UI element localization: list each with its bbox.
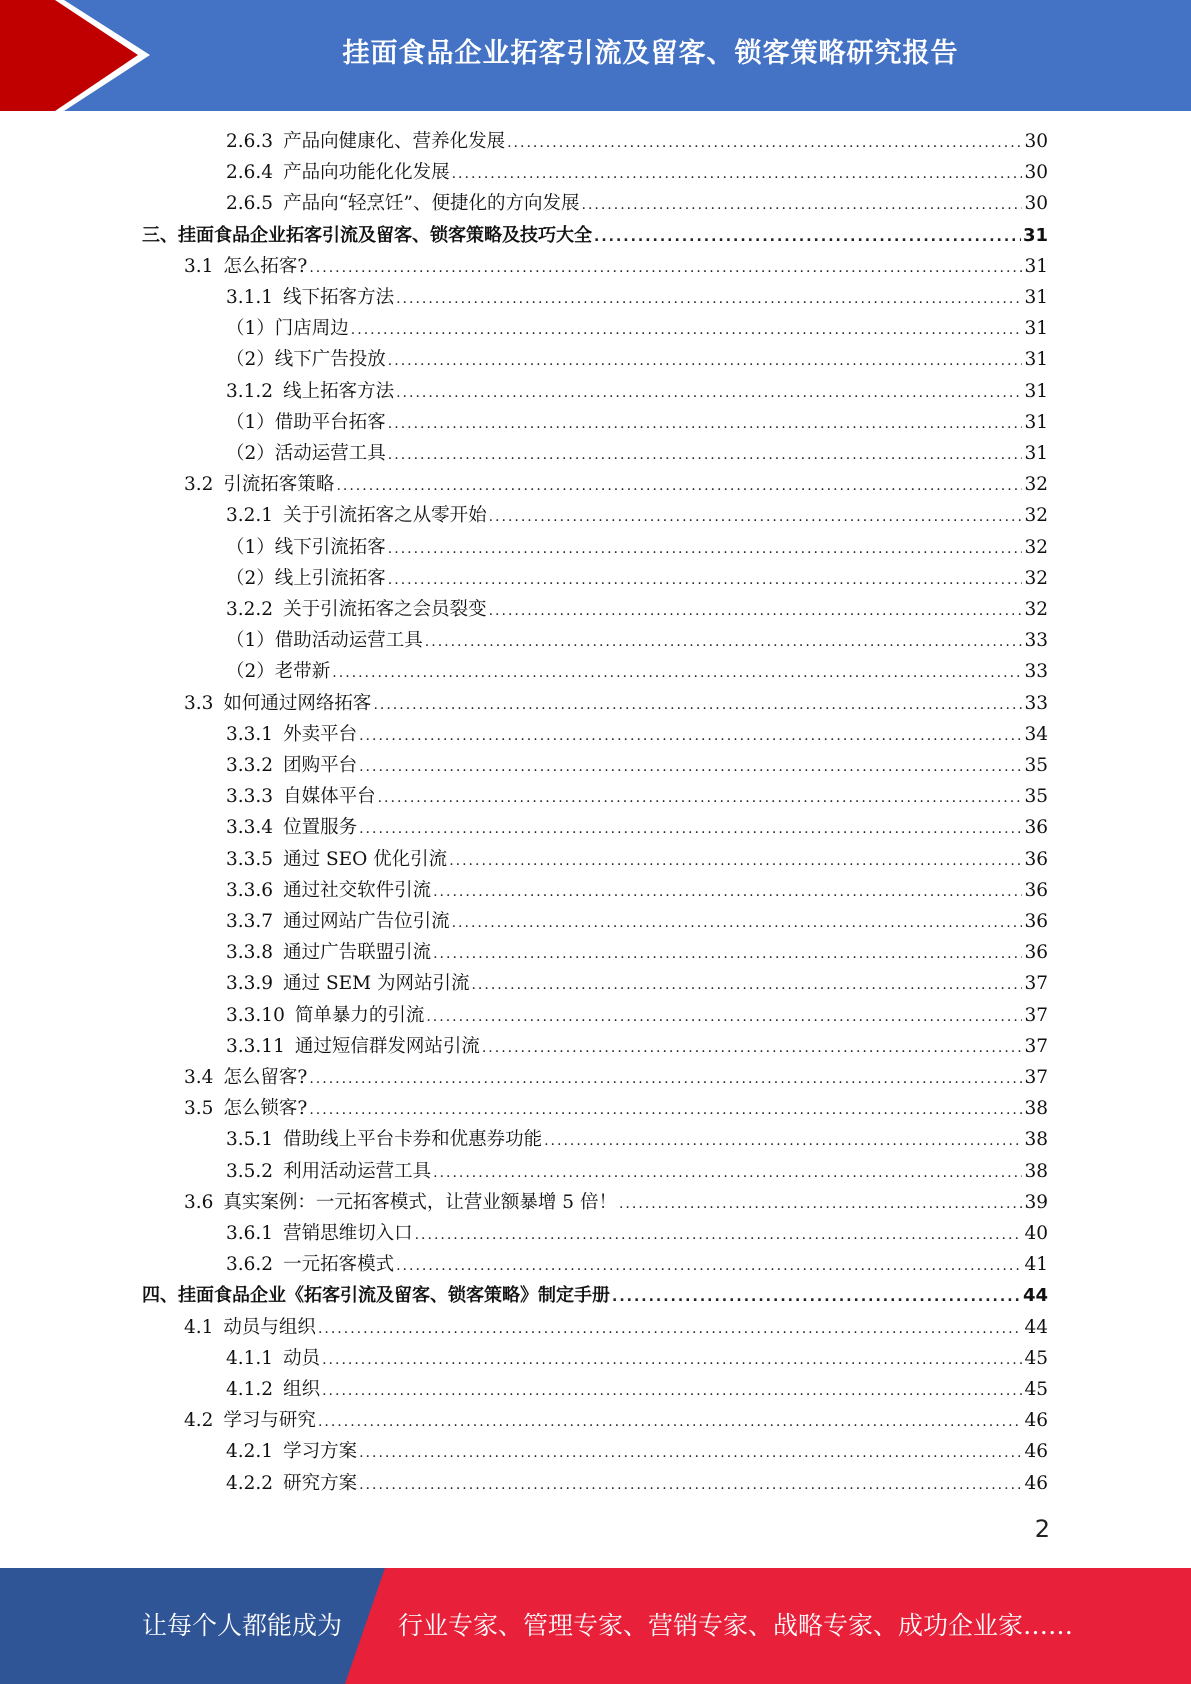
toc-entry-label: 通过 SEO 优化引流: [283, 848, 448, 870]
toc-entry-number: 4.1.1: [226, 1347, 274, 1369]
toc-entry-label: 产品向健康化、营养化发展: [283, 131, 506, 152]
toc-entry[interactable]: [226, 439, 1048, 470]
toc-entry[interactable]: [184, 1313, 1048, 1344]
toc-entry-label: 利用活动运营工具: [283, 1160, 432, 1182]
toc-entry-page: 31: [1024, 318, 1048, 340]
toc-entry-page: 45: [1024, 1347, 1048, 1369]
toc-entry-number: 4.2.2: [226, 1472, 274, 1494]
toc-entry-page: 46: [1024, 1472, 1048, 1494]
toc-entry-number: （2）: [226, 661, 275, 683]
toc-entry-label: 自媒体平台: [283, 786, 376, 808]
toc-entry[interactable]: [184, 1406, 1048, 1437]
toc-entry[interactable]: [226, 1375, 1048, 1406]
page-number: 2: [1034, 1515, 1050, 1543]
page-header: [0, 0, 1191, 111]
toc-entry-page: 37: [1024, 1004, 1048, 1026]
toc-entry-page: 32: [1024, 599, 1048, 620]
toc-dot-leader: [336, 478, 1022, 494]
toc-entry-page: 31: [1024, 255, 1048, 277]
toc-dot-leader: [388, 541, 1023, 557]
toc-entry[interactable]: [184, 252, 1048, 283]
toc-entry-page: 36: [1024, 817, 1048, 839]
toc-dot-leader: [378, 790, 1023, 806]
toc-entry-page: 44: [1024, 1316, 1048, 1338]
toc-entry-label: 通过社交软件引流: [283, 879, 432, 901]
toc-entry-label: 简单暴力的引流: [294, 1004, 425, 1026]
toc-dot-leader: [544, 1133, 1022, 1149]
toc-dot-leader: [449, 853, 1022, 869]
toc-entry-number: 3.3: [184, 692, 214, 714]
toc-entry[interactable]: [226, 314, 1048, 345]
toc-entry[interactable]: [226, 813, 1048, 844]
toc-entry[interactable]: [226, 564, 1048, 595]
toc-entry-page: 30: [1024, 193, 1048, 215]
toc-entry-number: 3.6: [184, 1191, 214, 1213]
toc-entry[interactable]: [226, 1001, 1048, 1032]
toc-entry-number: 3.1.1: [226, 287, 274, 308]
toc-entry[interactable]: [184, 1188, 1048, 1219]
toc-entry-page: 31: [1024, 287, 1048, 308]
toc-entry-label: 线上拓客方法: [283, 380, 395, 402]
toc-entry-label: 产品向功能化化发展: [283, 162, 450, 184]
toc-entry-number: 2.6.4: [226, 162, 274, 184]
toc-dot-leader: [482, 1040, 1023, 1056]
toc-entry[interactable]: [226, 1344, 1048, 1375]
toc-entry[interactable]: [142, 221, 1048, 252]
toc-entry-label: 线下拓客方法: [283, 287, 395, 308]
toc-entry-number: 3.3.10: [226, 1004, 285, 1026]
toc-entry[interactable]: [226, 158, 1048, 189]
toc-entry-page: 41: [1024, 1254, 1048, 1276]
toc-entry-number: （1）: [226, 318, 275, 340]
toc-dot-leader: [426, 1009, 1022, 1025]
toc-entry-number: 4.2: [184, 1410, 214, 1432]
footer-slogan-right: 行业专家、管理专家、营销专家、战略专家、成功企业家……: [398, 1611, 1074, 1640]
toc-entry-number: 3.3.3: [226, 786, 274, 808]
toc-entry-label: 门店周边: [274, 318, 349, 340]
toc-entry[interactable]: [226, 1437, 1048, 1468]
page-footer: [0, 1568, 1191, 1684]
toc-entry-label: 真实案例：一元拓客模式，让营业额暴增 5 倍！: [223, 1191, 617, 1213]
toc-dot-leader: [471, 977, 1022, 993]
toc-entry[interactable]: [226, 501, 1048, 532]
toc-entry-number: 3.2.2: [226, 599, 274, 620]
toc-entry-page: 46: [1024, 1410, 1048, 1432]
toc-entry-number: 2.6.3: [226, 131, 274, 152]
toc-dot-leader: [489, 509, 1023, 525]
toc-entry[interactable]: [226, 720, 1048, 751]
toc-entry-number: 3.3.5: [226, 848, 274, 870]
toc-dot-leader: [396, 1258, 1022, 1274]
toc-entry-label: 学习与研究: [223, 1410, 316, 1432]
toc-dot-leader: [359, 759, 1022, 775]
toc-dot-leader: [359, 1445, 1022, 1461]
toc-entry-number: 4.1: [184, 1316, 214, 1338]
toc-entry-number: 3.5.1: [226, 1129, 274, 1151]
toc-dot-leader: [309, 1071, 1022, 1087]
toc-entry-number: 3.3.7: [226, 911, 274, 932]
toc-entry[interactable]: [184, 470, 1048, 501]
toc-entry-label: 借助活动运营工具: [274, 630, 423, 652]
toc-entry-label: 关于引流拓客之从零开始: [283, 505, 487, 527]
toc-entry-label: 三、挂面食品企业拓客引流及留客、锁客策略及技巧大全: [142, 224, 592, 246]
toc-entry-label: 活动运营工具: [274, 443, 386, 464]
toc-dot-leader: [359, 728, 1022, 744]
toc-entry[interactable]: [226, 1157, 1048, 1188]
toc-dot-leader: [322, 1352, 1022, 1368]
toc-entry-number: 4.2.1: [226, 1441, 274, 1463]
toc-dot-leader: [612, 1289, 1021, 1305]
toc-entry[interactable]: [226, 876, 1048, 907]
toc-entry-number: 4.1.2: [226, 1379, 274, 1400]
toc-entry-page: 32: [1024, 567, 1048, 589]
toc-entry-number: 3.6.1: [226, 1223, 274, 1244]
toc-entry-page: 31: [1024, 380, 1048, 402]
toc-entry-number: 3.3.4: [226, 817, 274, 839]
toc-entry-page: 39: [1024, 1191, 1048, 1213]
toc-entry-page: 40: [1024, 1223, 1048, 1244]
toc-dot-leader: [433, 884, 1022, 900]
toc-entry-label: 借助平台拓客: [274, 411, 386, 433]
toc-entry-label: 团购平台: [283, 755, 358, 776]
toc-entry-label: 线下引流拓客: [274, 536, 386, 558]
toc-entry[interactable]: [184, 1094, 1048, 1125]
toc-dot-leader: [415, 1227, 1023, 1243]
toc-entry-number: 3.3.2: [226, 755, 274, 776]
toc-entry-page: 37: [1024, 1035, 1048, 1057]
toc-entry-page: 30: [1024, 162, 1048, 184]
toc-entry-page: 32: [1024, 474, 1048, 496]
toc-dot-leader: [433, 1165, 1022, 1181]
toc-entry[interactable]: [226, 1032, 1048, 1063]
toc-entry-label: 外卖平台: [283, 723, 358, 745]
toc-entry-label: 怎么拓客?: [223, 255, 308, 277]
toc-entry[interactable]: [226, 626, 1048, 657]
toc-dot-leader: [582, 197, 1023, 213]
toc-entry-label: 借助线上平台卡券和优惠券功能: [283, 1129, 543, 1151]
toc-entry[interactable]: [226, 533, 1048, 564]
toc-entry-number: 3.3.1: [226, 723, 274, 745]
toc-dot-leader: [452, 166, 1023, 182]
toc-entry-label: 线下广告投放: [274, 349, 386, 371]
toc-entry[interactable]: [226, 595, 1048, 626]
toc-entry-number: （1）: [226, 630, 275, 652]
toc-dot-leader: [489, 603, 1023, 619]
toc-entry[interactable]: [226, 782, 1048, 813]
toc-entry-number: 3.6.2: [226, 1254, 274, 1276]
toc-entry-page: 33: [1024, 630, 1048, 652]
toc-entry[interactable]: [226, 845, 1048, 876]
toc-dot-leader: [433, 946, 1022, 962]
toc-entry-label: 一元拓客模式: [283, 1254, 395, 1276]
toc-dot-leader: [388, 416, 1023, 432]
toc-entry[interactable]: [184, 689, 1048, 720]
toc-entry-label: 引流拓客策略: [223, 474, 335, 496]
toc-entry-page: 31: [1022, 224, 1048, 246]
toc-entry-page: 36: [1024, 942, 1048, 964]
toc-entry[interactable]: [226, 657, 1048, 688]
toc-dot-leader: [359, 821, 1022, 837]
toc-entry[interactable]: [226, 938, 1048, 969]
toc-entry-page: 34: [1024, 723, 1048, 745]
toc-entry-number: 3.5.2: [226, 1160, 274, 1182]
toc-entry-page: 36: [1024, 848, 1048, 870]
toc-entry-number: 3.3.6: [226, 879, 274, 901]
toc-entry-number: 3.3.11: [226, 1035, 285, 1057]
header-arrow-graphic: [0, 0, 160, 111]
toc-dot-leader: [396, 291, 1022, 307]
toc-entry-number: 3.2.1: [226, 505, 274, 527]
toc-entry-page: 30: [1024, 131, 1048, 152]
toc-dot-leader: [318, 1414, 1023, 1430]
toc-entry-page: 31: [1024, 411, 1048, 433]
toc-entry-page: 37: [1024, 1067, 1048, 1088]
toc-entry[interactable]: [226, 345, 1048, 376]
toc-dot-leader: [619, 1196, 1022, 1212]
toc-entry-label: 如何通过网络拓客: [223, 692, 372, 714]
toc-entry-label: 学习方案: [283, 1441, 358, 1463]
toc-entry-page: 36: [1024, 879, 1048, 901]
toc-entry-page: 35: [1024, 755, 1048, 776]
footer-slogan-left: 让每个人都能成为: [142, 1611, 343, 1640]
toc-entry-label: 关于引流拓客之会员裂变: [283, 599, 487, 620]
toc-entry[interactable]: [226, 907, 1048, 938]
toc-dot-leader: [388, 572, 1023, 588]
toc-entry-number: （2）: [226, 349, 275, 371]
toc-entry-label: 位置服务: [283, 817, 358, 839]
toc-entry[interactable]: [226, 1469, 1048, 1500]
toc-entry-label: 产品向“轻烹饪”、便捷化的方向发展: [283, 193, 580, 215]
toc-entry[interactable]: [226, 283, 1048, 314]
toc-entry-label: 怎么锁客?: [223, 1098, 308, 1120]
toc-entry-page: 38: [1024, 1129, 1048, 1151]
toc-entry-page: 31: [1024, 349, 1048, 371]
toc-entry-label: 通过短信群发网站引流: [294, 1035, 480, 1057]
toc-entry-page: 36: [1024, 911, 1048, 932]
toc-entry-number: 3.4: [184, 1067, 214, 1088]
toc-entry-label: 组织: [283, 1379, 321, 1400]
toc-entry-number: 3.3.8: [226, 942, 274, 964]
toc-dot-leader: [388, 447, 1023, 463]
toc-entry-page: 32: [1024, 505, 1048, 527]
toc-entry-number: 3.1.2: [226, 380, 274, 402]
toc-entry-page: 37: [1024, 973, 1048, 995]
toc-entry[interactable]: [226, 969, 1048, 1000]
toc-entry[interactable]: [226, 189, 1048, 220]
toc-entry[interactable]: [226, 408, 1048, 439]
toc-entry-label: 四、挂面食品企业《拓客引流及留客、锁客策略》制定手册: [142, 1285, 610, 1307]
toc-entry-label: 怎么留客?: [223, 1067, 308, 1088]
toc-dot-leader: [309, 260, 1022, 276]
toc-dot-leader: [332, 665, 1022, 681]
toc-entry-label: 研究方案: [283, 1472, 358, 1494]
toc-dot-leader: [318, 1321, 1023, 1337]
toc-entry-number: 3.3.9: [226, 973, 274, 995]
toc-entry-number: 2.6.5: [226, 193, 274, 215]
toc-entry[interactable]: [226, 1219, 1048, 1250]
toc-entry[interactable]: [226, 751, 1048, 782]
toc-dot-leader: [425, 634, 1023, 650]
toc-entry[interactable]: [184, 1063, 1048, 1094]
toc-dot-leader: [359, 1477, 1022, 1493]
toc-entry-label: 通过 SEM 为网站引流: [283, 973, 470, 995]
toc-dot-leader: [507, 135, 1022, 151]
toc-entry-label: 老带新: [274, 661, 331, 683]
toc-dot-leader: [396, 385, 1022, 401]
toc-entry-label: 线上引流拓客: [274, 567, 386, 589]
toc-entry-label: 通过广告联盟引流: [283, 942, 432, 964]
toc-entry[interactable]: [226, 377, 1048, 408]
toc-entry-label: 营销思维切入口: [283, 1223, 413, 1244]
toc-entry-page: 38: [1024, 1098, 1048, 1120]
toc-entry-page: 33: [1024, 661, 1048, 683]
toc-dot-leader: [351, 322, 1023, 338]
toc-entry-label: 通过网站广告位引流: [283, 911, 450, 932]
toc-dot-leader: [373, 697, 1022, 713]
toc-dot-leader: [388, 353, 1023, 369]
toc-entry-page: 31: [1024, 443, 1048, 464]
toc-entry[interactable]: [226, 1125, 1048, 1156]
toc-entry[interactable]: [226, 127, 1048, 158]
toc-entry-number: 3.2: [184, 474, 214, 496]
toc-entry-page: 32: [1024, 536, 1048, 558]
toc-entry-page: 46: [1024, 1441, 1048, 1463]
toc-entry-number: 3.1: [184, 255, 214, 277]
toc-entry[interactable]: [142, 1281, 1048, 1312]
report-title: 挂面食品企业拓客引流及留客、锁客策略研究报告: [342, 37, 959, 69]
toc-dot-leader: [452, 915, 1023, 931]
toc-entry-number: （1）: [226, 536, 275, 558]
toc-dot-leader: [594, 229, 1021, 245]
toc-entry-label: 动员与组织: [223, 1316, 316, 1338]
toc-entry-label: 动员: [283, 1347, 321, 1369]
toc-entry-page: 33: [1024, 692, 1048, 714]
toc-entry-page: 38: [1024, 1160, 1048, 1182]
toc-entry[interactable]: [226, 1250, 1048, 1281]
toc-entry-number: （2）: [226, 443, 275, 464]
toc-entry-number: （1）: [226, 411, 275, 433]
toc-entry-page: 44: [1022, 1285, 1048, 1307]
toc-entry-page: 35: [1024, 786, 1048, 808]
toc-entry-number: （2）: [226, 567, 275, 589]
toc-entry-number: 3.5: [184, 1098, 214, 1120]
toc-entry-page: 45: [1024, 1379, 1048, 1400]
toc-dot-leader: [309, 1102, 1022, 1118]
toc-dot-leader: [322, 1383, 1022, 1399]
